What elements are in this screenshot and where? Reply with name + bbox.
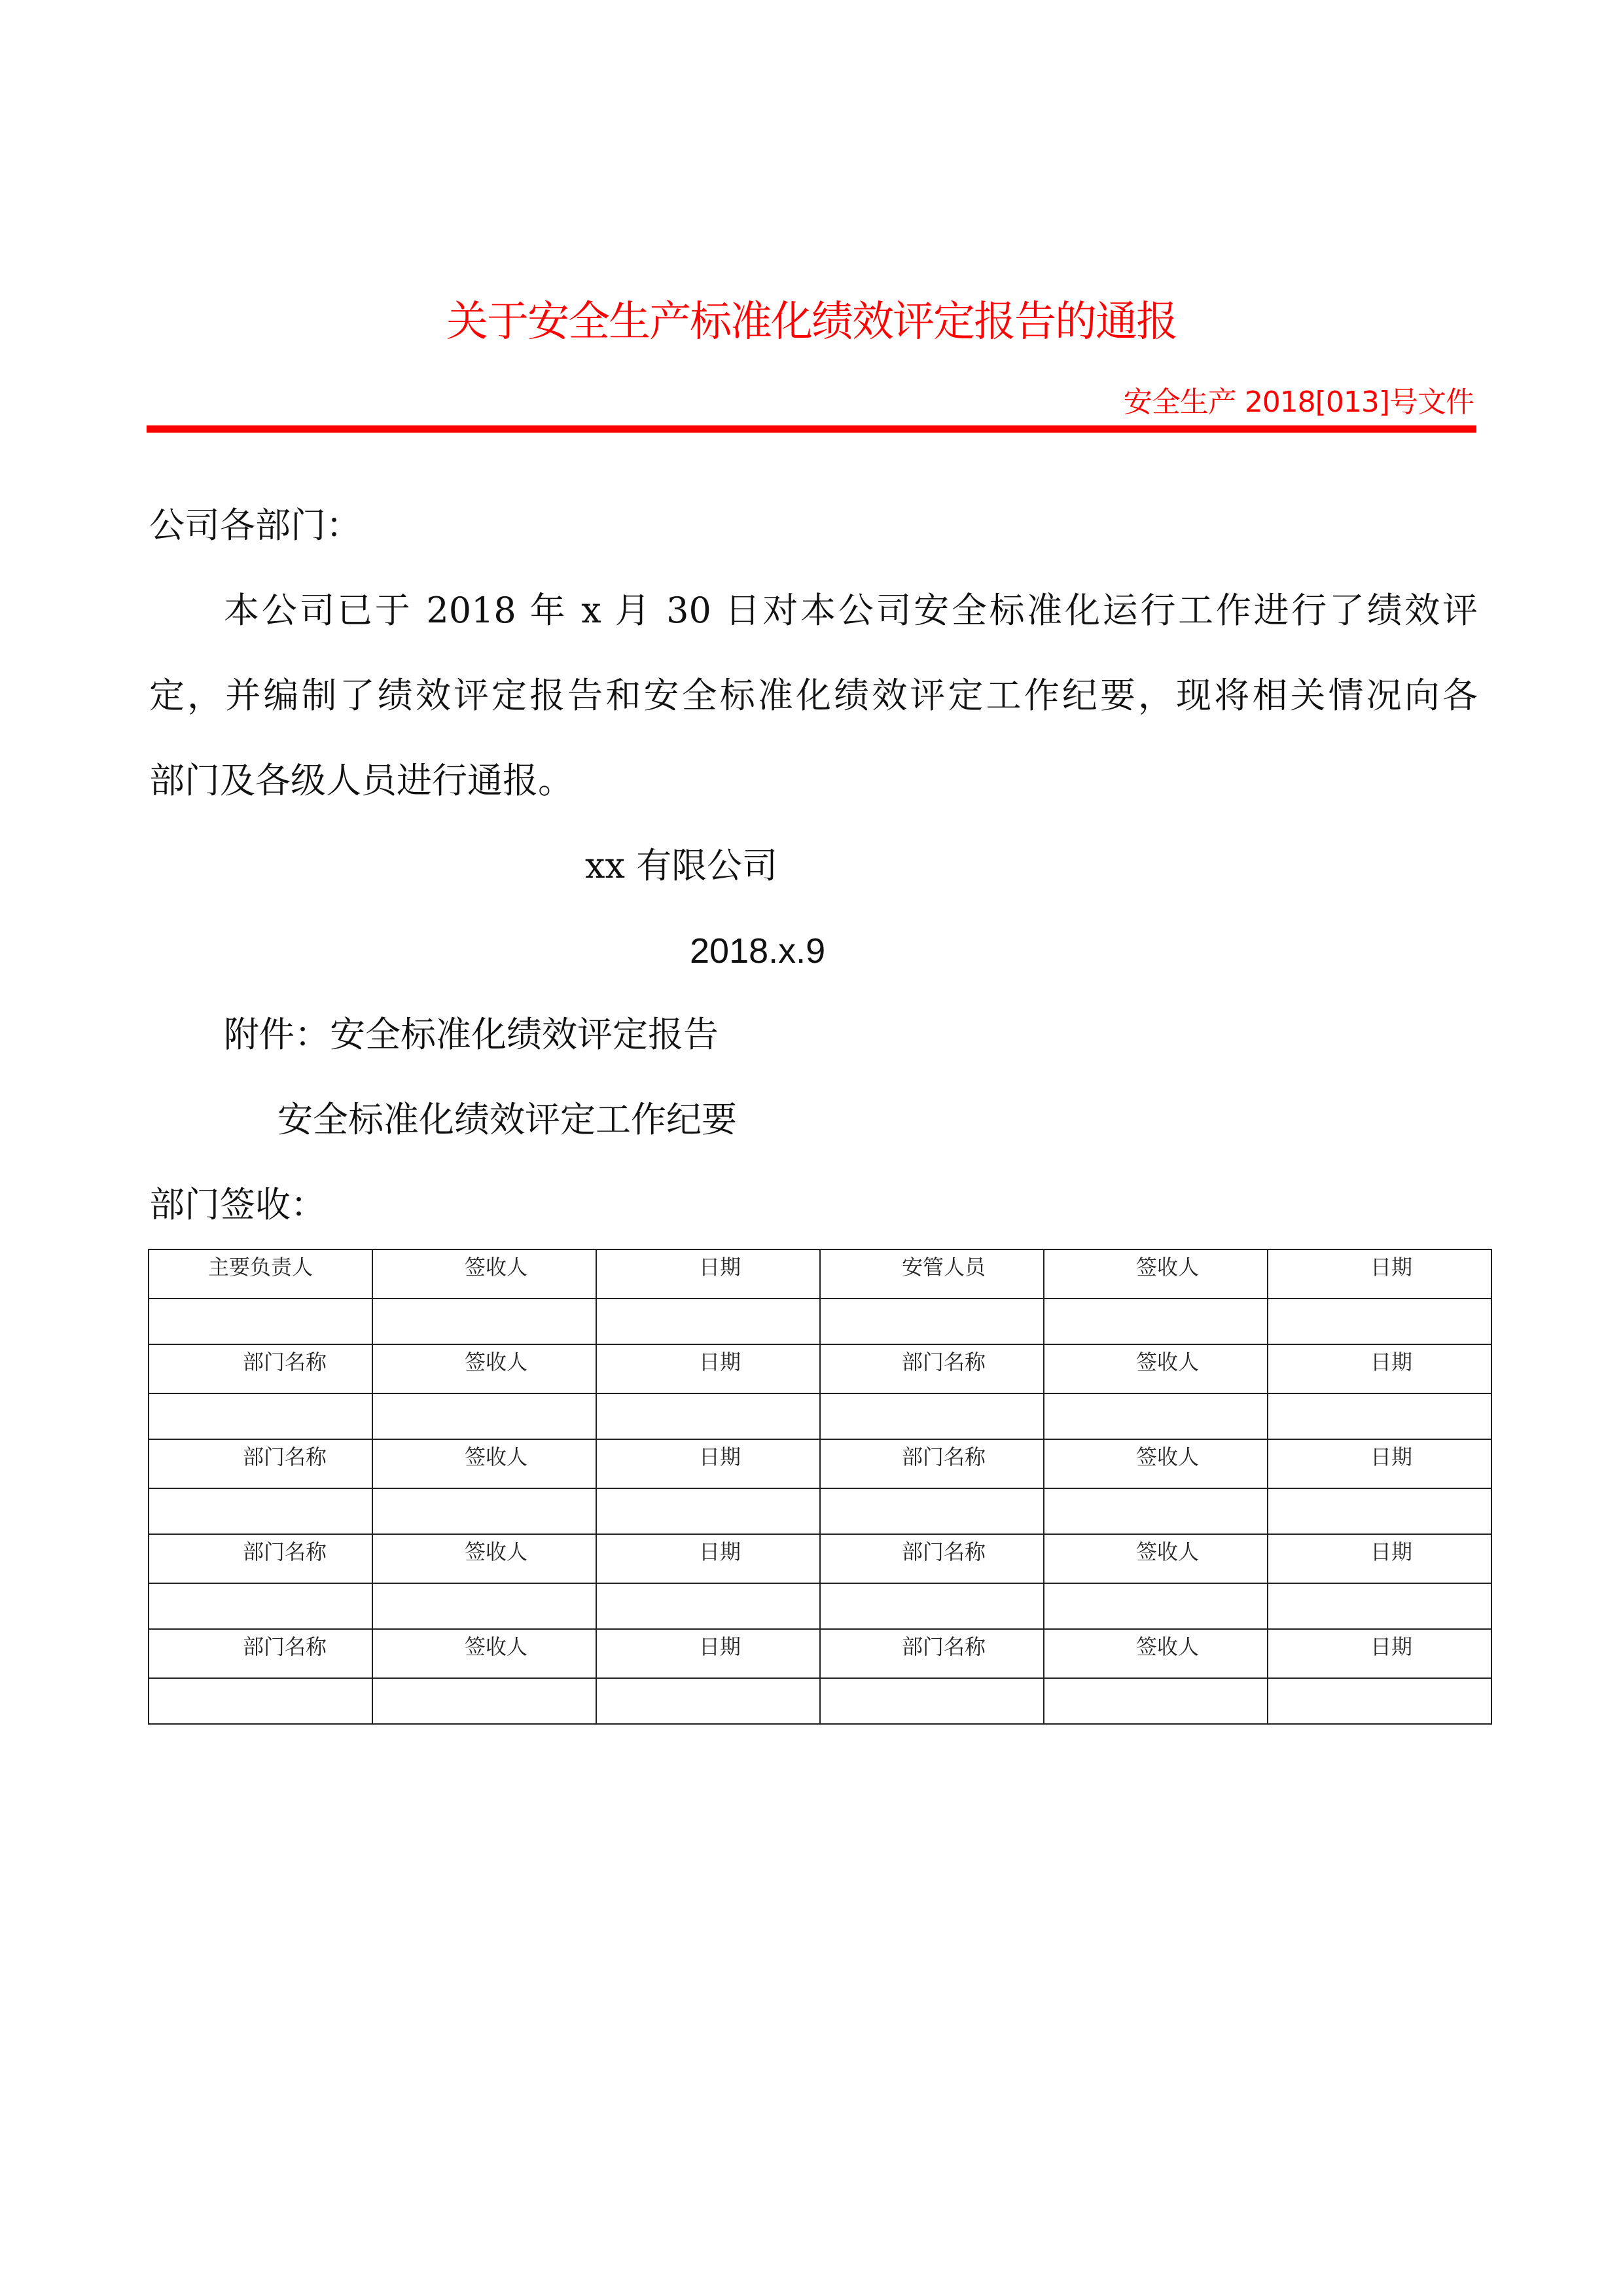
table-header-cell: 部门名称 [820, 1344, 1044, 1393]
document-number: 安全生产 2018[013]号文件 [1123, 386, 1474, 419]
label-row [149, 1534, 1491, 1583]
table-header-cell: 签收人 [1044, 1439, 1268, 1488]
table-header-cell: 部门名称 [149, 1439, 372, 1488]
table-input-cell[interactable] [372, 1583, 596, 1629]
label-row [149, 1344, 1491, 1393]
table-header-cell: 签收人 [372, 1249, 596, 1299]
table-input-cell[interactable] [149, 1678, 372, 1724]
table-input-cell[interactable] [149, 1583, 372, 1629]
table-header-cell: 部门名称 [149, 1629, 372, 1678]
table-header-cell: 日期 [1268, 1629, 1491, 1678]
paragraph-line: 本公司已于 2018 年 x 月 30 日对本公司安全标准化运行工作进行了绩效评 [224, 590, 1478, 631]
table-header-cell: 签收人 [1044, 1249, 1268, 1299]
signature-row [149, 1678, 1491, 1724]
attachments: 附件：安全标准化绩效评定报告 [224, 1014, 719, 1055]
signature-row [149, 1583, 1491, 1629]
table-input-cell[interactable] [1044, 1488, 1268, 1534]
table-header-cell: 日期 [1268, 1534, 1491, 1583]
signoff-table [148, 1249, 1492, 1725]
table-header-cell: 日期 [596, 1439, 820, 1488]
table-input-cell[interactable] [149, 1299, 372, 1344]
company-name: xx 有限公司 [585, 845, 778, 886]
paragraph-line: 部门及各级人员进行通报。 [149, 760, 573, 801]
signature-row [149, 1299, 1491, 1344]
table-input-cell[interactable] [1044, 1393, 1268, 1439]
table-input-cell[interactable] [596, 1488, 820, 1534]
table-header-cell: 日期 [1268, 1249, 1491, 1299]
document-title: 关于安全生产标准化绩效评定报告的通报 [446, 298, 1177, 346]
table-input-cell[interactable] [1044, 1678, 1268, 1724]
table-input-cell[interactable] [820, 1583, 1044, 1629]
table-header-cell: 签收人 [372, 1534, 596, 1583]
table-header-cell: 签收人 [1044, 1629, 1268, 1678]
salutation: 公司各部门： [149, 505, 361, 546]
table-header-cell: 签收人 [372, 1439, 596, 1488]
issue-date: 2018.x.9 [690, 931, 826, 971]
table-input-cell[interactable] [149, 1393, 372, 1439]
table-input-cell[interactable] [1268, 1393, 1491, 1439]
table-input-cell[interactable] [1268, 1299, 1491, 1344]
table-header-cell: 日期 [596, 1629, 820, 1678]
table-header-cell: 签收人 [1044, 1534, 1268, 1583]
table-header-cell: 签收人 [372, 1629, 596, 1678]
red-divider [147, 425, 1476, 433]
table-header-cell: 日期 [596, 1344, 820, 1393]
table-header-cell: 安管人员 [820, 1249, 1044, 1299]
signature-row [149, 1488, 1491, 1534]
table-input-cell[interactable] [820, 1299, 1044, 1344]
attachment-item: 安全标准化绩效评定工作纪要 [277, 1099, 737, 1140]
table-header-cell: 日期 [1268, 1344, 1491, 1393]
table-input-cell[interactable] [1044, 1583, 1268, 1629]
table-header-cell: 部门名称 [149, 1344, 372, 1393]
table-header-cell: 部门名称 [820, 1629, 1044, 1678]
table-input-cell[interactable] [1044, 1299, 1268, 1344]
table-input-cell[interactable] [149, 1488, 372, 1534]
label-row [149, 1439, 1491, 1488]
table-header-cell: 部门名称 [820, 1439, 1044, 1488]
table-header-cell: 日期 [596, 1534, 820, 1583]
table-input-cell[interactable] [372, 1393, 596, 1439]
table-input-cell[interactable] [820, 1678, 1044, 1724]
table-header-cell: 主要负责人 [149, 1249, 372, 1299]
table-input-cell[interactable] [1268, 1583, 1491, 1629]
table-input-cell[interactable] [596, 1393, 820, 1439]
label-row [149, 1249, 1491, 1299]
table-input-cell[interactable] [596, 1583, 820, 1629]
table-input-cell[interactable] [1268, 1678, 1491, 1724]
table-input-cell[interactable] [372, 1488, 596, 1534]
table-input-cell[interactable] [596, 1678, 820, 1724]
signature-row [149, 1393, 1491, 1439]
table-input-cell[interactable] [820, 1393, 1044, 1439]
table-header-cell: 日期 [596, 1249, 820, 1299]
table-header-cell: 日期 [1268, 1439, 1491, 1488]
table-header-cell: 部门名称 [820, 1534, 1044, 1583]
signoff-label: 部门签收： [149, 1184, 326, 1225]
table-header-cell: 部门名称 [149, 1534, 372, 1583]
table-input-cell[interactable] [596, 1299, 820, 1344]
table-header-cell: 签收人 [1044, 1344, 1268, 1393]
label-row [149, 1629, 1491, 1678]
table-input-cell[interactable] [372, 1299, 596, 1344]
table-input-cell[interactable] [1268, 1488, 1491, 1534]
table-header-cell: 签收人 [372, 1344, 596, 1393]
paragraph-line: 定，并编制了绩效评定报告和安全标准化绩效评定工作纪要，现将相关情况向各 [149, 675, 1478, 716]
table-input-cell[interactable] [372, 1678, 596, 1724]
table-input-cell[interactable] [820, 1488, 1044, 1534]
